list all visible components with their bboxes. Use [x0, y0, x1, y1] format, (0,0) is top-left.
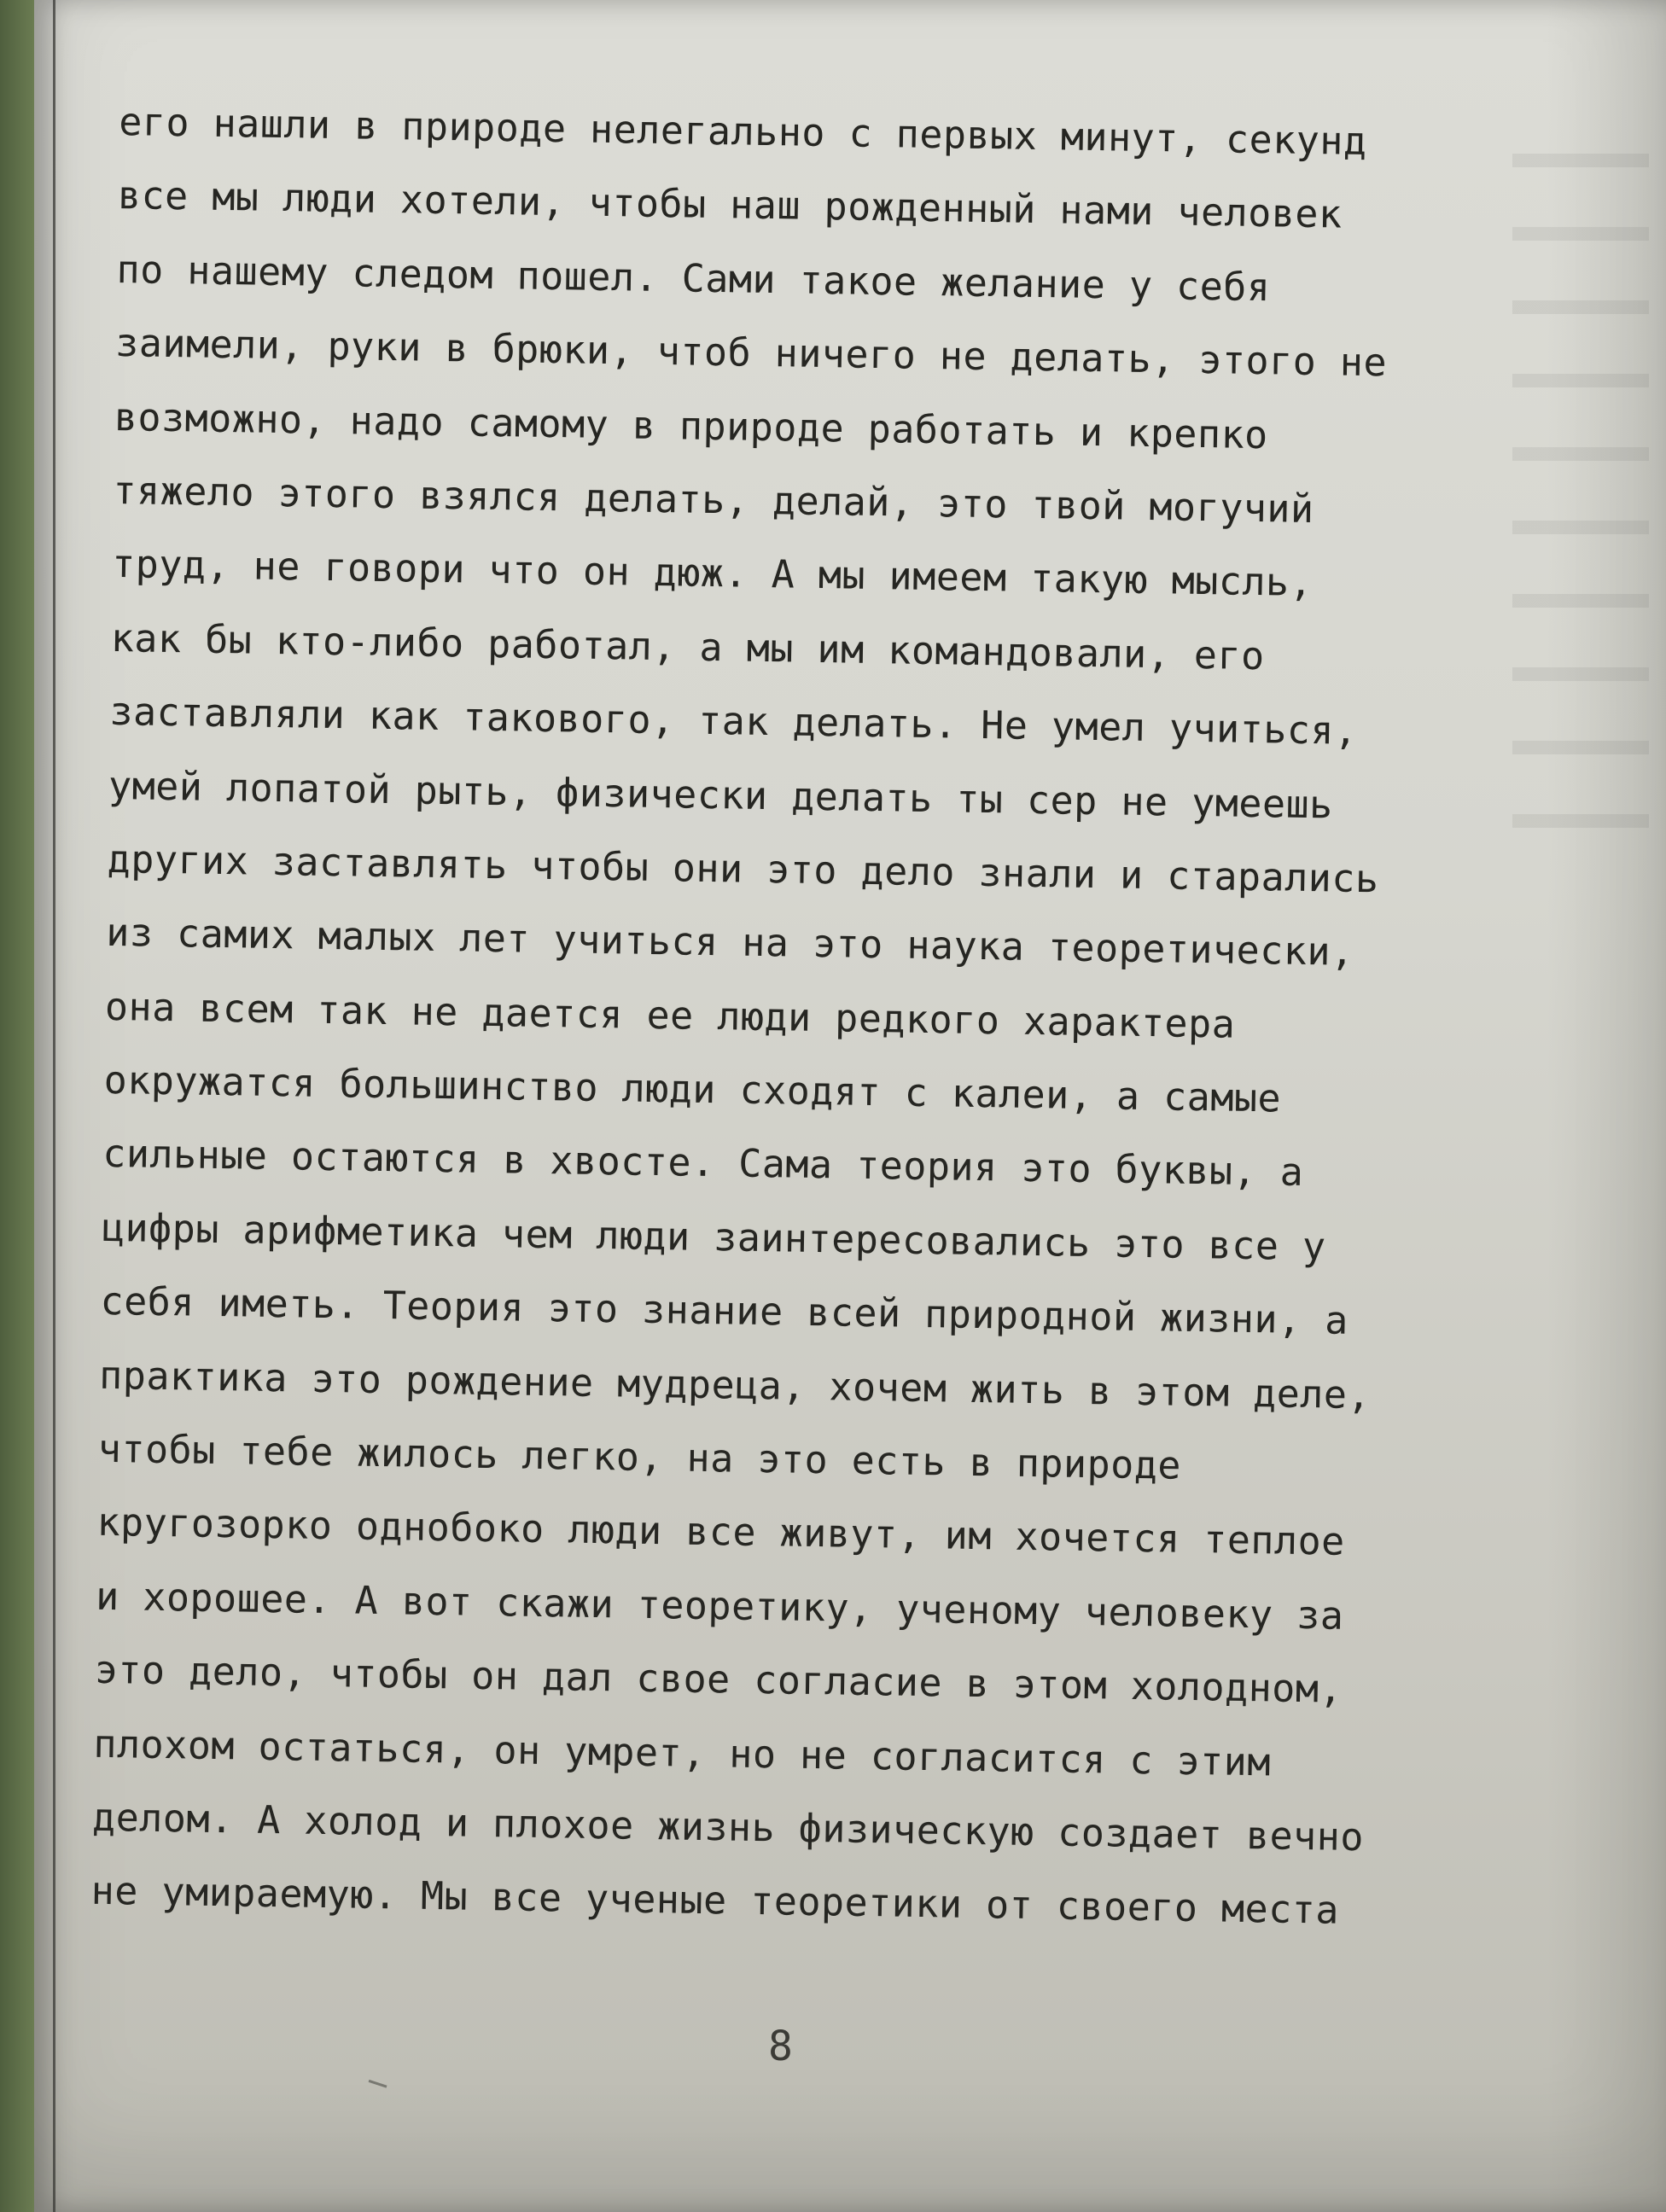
text-line: делом. А холод и плохое жизнь физическую создает вечно [91, 1794, 1365, 1860]
text-line: по нашему следом пошел. Сами такое желание у себя [116, 246, 1271, 310]
typed-text-block [90, 85, 1519, 1950]
text-line: как бы кто-либо работал, а мы им командовали, его [110, 614, 1266, 678]
text-line: труд, не говори что он дюж. А мы имеем такую мысль, [111, 541, 1314, 606]
typed-page [34, 0, 1666, 2212]
ink-mark [366, 2080, 387, 2096]
text-line: цифры арифметика чем люди заинтересовались это все у [101, 1204, 1327, 1270]
text-line: не умираемую. Мы все ученые теоретики от своего места [90, 1868, 1340, 1934]
text-line: из самих малых лет учиться на это наука теоретически, [105, 910, 1355, 975]
text-line: заимели, руки в брюки, чтоб ничего не делать, этого не [114, 320, 1388, 386]
text-line: умей лопатой рыть, физически делать ты сер не умеешь [108, 762, 1334, 827]
text-line: его нашли в природе нелегально с первых минут, секунд [118, 98, 1367, 164]
text-line: тяжело этого взялся делать, делай, это твой могучий [113, 467, 1315, 532]
text-line: возможно, надо самому в природе работать и крепко [114, 393, 1269, 457]
text-line: чтобы тебе жилось легко, на это есть в природе [97, 1425, 1182, 1488]
show-through-bleed [1512, 154, 1649, 888]
page-number: 8 [768, 2023, 793, 2070]
text-line: все мы люди хотели, чтобы наш рожденный нами человек [117, 172, 1343, 237]
text-line: плохом остаться, он умрет, но не согласится с этим [93, 1720, 1272, 1785]
text-line: окружатся большинство люди сходят с калеи, а самые [103, 1057, 1282, 1121]
text-line: это дело, чтобы он дал свое согласие в этом холодном, [94, 1646, 1343, 1712]
text-line: кругозорко однобоко люди все живут, им хочется теплое [96, 1499, 1346, 1565]
text-line: она всем так не дается ее люди редкого характера [104, 983, 1236, 1047]
text-line: практика это рождение мудреца, хочем жить в этом деле, [98, 1352, 1372, 1417]
page-edge-line [53, 0, 55, 2212]
text-line: себя иметь. Теория это знание всей природной жизни, а [100, 1278, 1349, 1344]
text-line: и хорошее. А вот скажи теоретику, ученому человеку за [95, 1573, 1344, 1639]
text-line: сильные остаются в хвосте. Сама теория это буквы, а [102, 1131, 1304, 1196]
text-line: других заставлять чтобы они это дело знали и старались [107, 835, 1379, 902]
text-line: заставляли как такового, так делать. Не умел учиться, [109, 689, 1359, 754]
